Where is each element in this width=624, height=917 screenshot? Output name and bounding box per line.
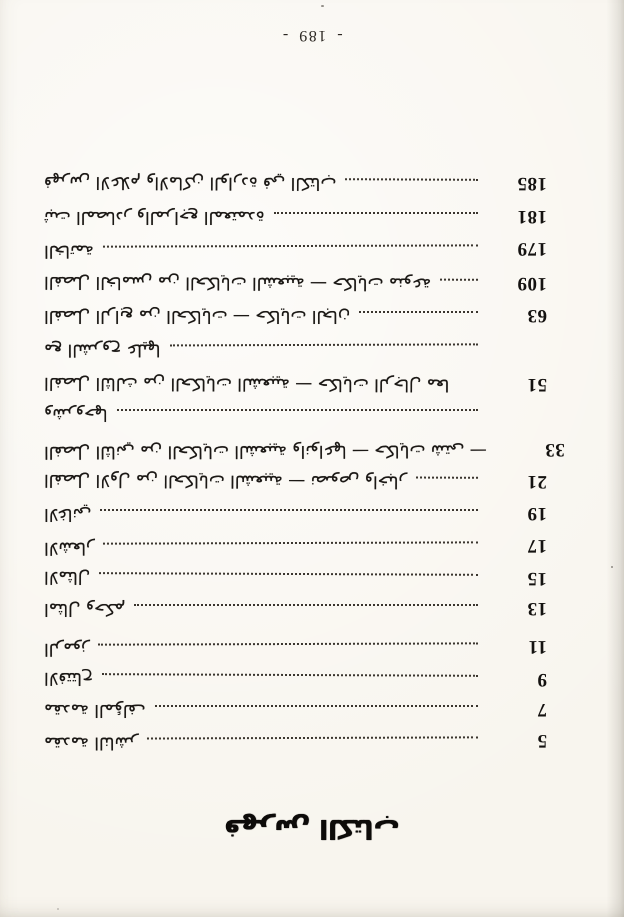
toc-entry-title: الامثال	[43, 567, 91, 588]
dotted-leader	[134, 605, 478, 607]
toc-page-number: 13	[527, 598, 547, 620]
toc-page-number: 9	[536, 669, 548, 691]
toc-entry-title: الفصل الخامس من الحكايات الشعبية — حكايات منوعة	[43, 272, 432, 294]
toc-entry-title: الفصل الاول من الحكايات الشعبية — نصوص واخبار	[43, 470, 407, 492]
contents-heading: فهرس الكتاب	[224, 813, 400, 843]
page-number-footer: - 189 -	[281, 27, 343, 44]
scan-speck	[57, 908, 59, 910]
toc-row	[44, 204, 547, 230]
toc-entry-title: ثبت المصادر والمراجع المعتمدة	[44, 207, 265, 228]
dotted-leader	[416, 477, 478, 479]
dotted-leader	[274, 213, 478, 215]
toc-entry-title: الفصل الثاني من الحكايات الشعبية وانواعها — حكايات شتى —	[43, 440, 487, 463]
toc-entry-title: الفصل الثالث من الحكايات الشعبية — حكايات الرجال معا	[43, 373, 450, 396]
scan-speck	[611, 566, 613, 568]
toc-row	[44, 634, 547, 662]
toc-page-number: 15	[526, 568, 548, 590]
toc-row	[44, 236, 547, 264]
dotted-leader	[458, 380, 478, 382]
toc-page-number: 181	[517, 206, 547, 228]
toc-row	[44, 269, 547, 297]
toc-page-number: 19	[527, 503, 547, 525]
toc-page-number: 7	[537, 699, 547, 721]
toc-entry-title: الرموز	[43, 639, 90, 660]
dotted-leader	[345, 179, 478, 182]
toc-entry-title: مقدمة المؤلف	[44, 700, 146, 721]
toc-page-number: 109	[516, 273, 548, 295]
toc-entry-title: مع الشروح عليها	[43, 339, 161, 361]
toc-entry-title: الخاتمة	[43, 241, 94, 262]
toc-row	[44, 564, 547, 592]
toc-entry-title: الفصل الرابع من الحكايات — حكايات الجان	[44, 306, 351, 327]
toc-page-number: 17	[526, 535, 548, 557]
dotted-leader	[103, 542, 478, 545]
toc-row	[44, 533, 547, 561]
dotted-leader	[440, 279, 478, 281]
toc-row	[44, 303, 547, 329]
toc-entry-title: فهرس الاعلام والاماكن الواردة في الكتاب	[43, 172, 337, 194]
toc-page-number: 5	[536, 730, 548, 752]
dotted-leader	[359, 312, 478, 314]
toc-row	[44, 596, 547, 622]
dotted-leader	[147, 737, 478, 740]
toc-row	[44, 335, 547, 363]
dotted-leader	[98, 643, 478, 646]
toc-page-number: 185	[516, 173, 548, 195]
toc-entry-title: الافتتاح	[43, 668, 94, 689]
dotted-leader	[155, 706, 478, 708]
toc-entry-title: الاغاني	[44, 504, 92, 525]
dotted-leader	[103, 245, 478, 248]
toc-page-number: 11	[528, 636, 548, 658]
toc-entry-title: امثال وحكم	[44, 599, 126, 620]
dotted-leader	[117, 410, 478, 412]
toc-entry-title: وشروحها	[44, 404, 108, 425]
toc-row	[44, 370, 547, 398]
dotted-leader	[102, 674, 478, 678]
toc-row	[44, 501, 547, 527]
toc-page-number: 51	[526, 374, 548, 396]
toc-row	[44, 401, 547, 427]
toc-page-number: 179	[516, 238, 548, 260]
toc-page-number: 21	[526, 471, 548, 493]
toc-row	[44, 697, 547, 723]
dotted-leader	[170, 344, 478, 347]
toc-entry-title: مقدمة الناشر	[43, 732, 139, 754]
toc-row	[44, 467, 547, 495]
toc-row	[44, 728, 547, 756]
toc-entry-title: الاشعار	[43, 538, 95, 559]
scan-speck	[321, 5, 324, 7]
toc-row	[44, 169, 547, 197]
toc-row	[44, 665, 547, 693]
dotted-leader	[99, 573, 478, 577]
dotted-leader	[100, 510, 478, 512]
toc-page-number: 63	[527, 305, 547, 327]
toc-row	[43, 437, 565, 465]
toc-page-number: 33	[544, 439, 565, 461]
